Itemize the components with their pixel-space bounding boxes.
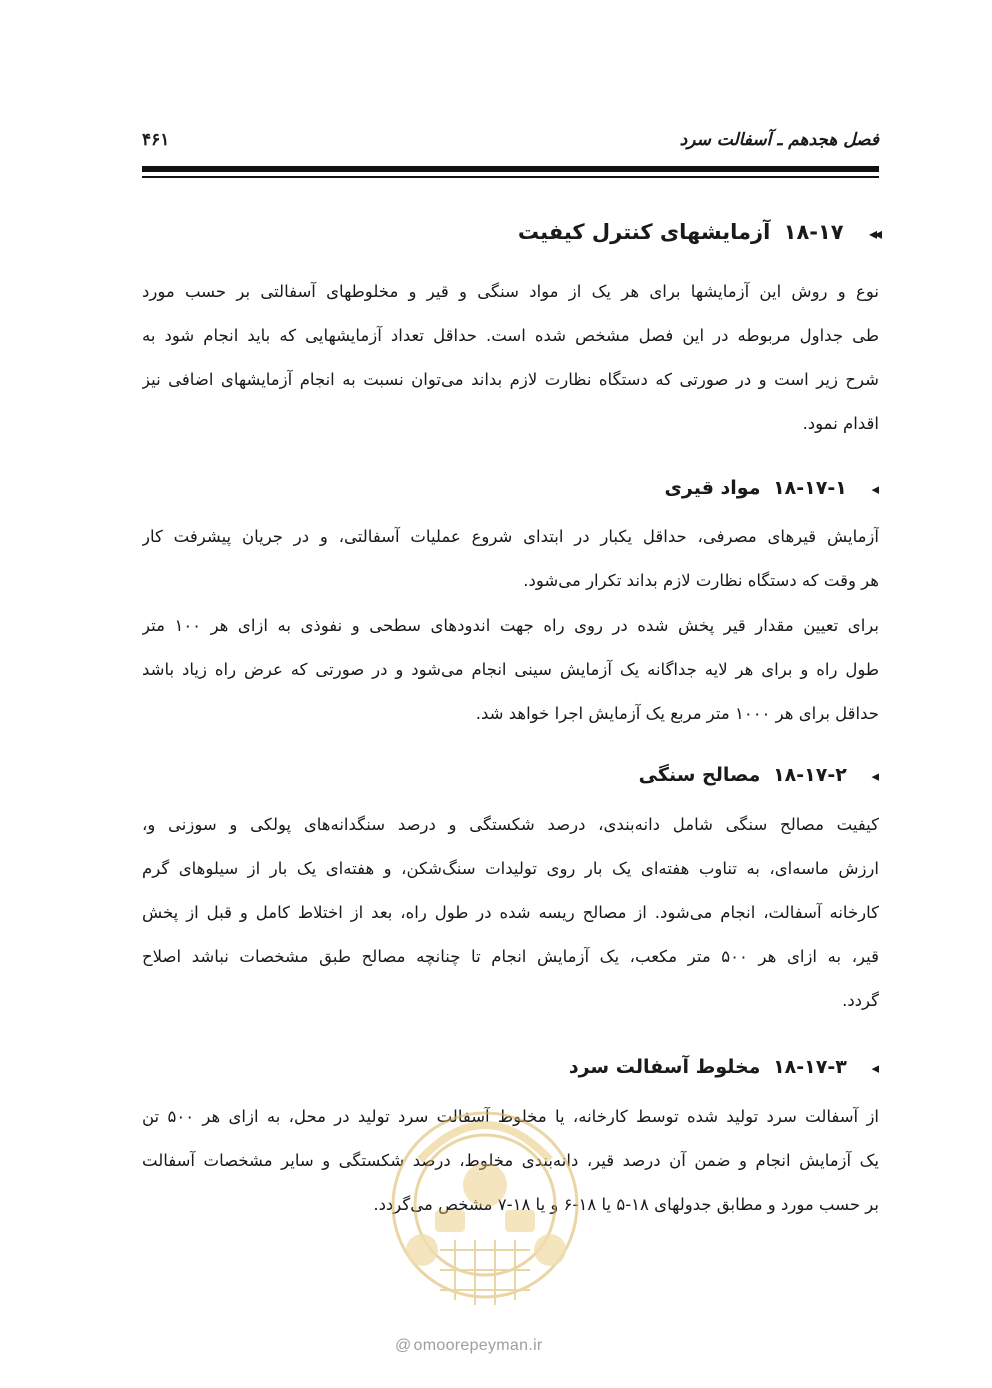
section-heading-main bbox=[142, 220, 879, 244]
watermark-site: omoorepeyman.ir bbox=[413, 1337, 543, 1354]
text-line: آزمایش قیرهای مصرفی، حداقل یکبار در ابتدای شروع عملیات آسفالتی، و در جریان پیشرفت کار bbox=[142, 527, 879, 546]
section-title: مواد قیری bbox=[664, 477, 761, 499]
arrow-icon: ◂ bbox=[871, 767, 879, 785]
section-heading-1 bbox=[142, 477, 879, 499]
page-number: ۴۶۱ bbox=[142, 130, 170, 150]
section-title: آزمایشهای کنترل کیفیت bbox=[517, 220, 771, 244]
text-line: از آسفالت سرد تولید شده توسط کارخانه، یا مخلوط آسفالت سرد تولید در محل، به ازای هر ۵۰۰ تن bbox=[142, 1107, 879, 1126]
section-heading-3 bbox=[142, 1056, 879, 1078]
text-line: طول راه و برای هر لایه جداگانه یک آزمایش سینی انجام می‌شود و در صورتی که عرض راه زیاد باشد bbox=[142, 660, 879, 679]
text-line: کارخانه آسفالت، انجام می‌شود. از مصالح ریسه شده در طول راه، بعد از اختلاط کامل و قبل از پخش bbox=[142, 903, 879, 922]
section-number: ۱۸-۱۷-۱ bbox=[773, 477, 847, 499]
at-icon: @ bbox=[395, 1337, 412, 1354]
section-number: ۱۸-۱۷-۳ bbox=[773, 1056, 847, 1078]
running-header bbox=[142, 130, 879, 160]
text-line: گردد. bbox=[842, 991, 879, 1010]
text-line: اقدام نمود. bbox=[802, 414, 879, 433]
section-number: ۱۸-۱۷ bbox=[783, 220, 844, 244]
double-arrow-icon: ◂◂ bbox=[868, 224, 879, 243]
watermark-emblem-icon bbox=[380, 1100, 590, 1330]
text-line: بر حسب مورد و مطابق جدولهای ۱۸-۵ یا ۱۸-۶ و یا ۱۸-۷ مشخص می‌گردد. bbox=[373, 1195, 879, 1214]
arrow-icon: ◂ bbox=[871, 1059, 879, 1077]
header-rule-thin bbox=[142, 176, 879, 178]
text-line: طی جداول مربوطه در این فصل مشخص شده است. حداقل تعداد آزمایشهایی که باید انجام شود به bbox=[142, 326, 879, 345]
text-line: ارزش ماسه‌ای، به تناوب هفته‌ای یک بار روی تولیدات سنگ‌شکن، و هفته‌ای یک بار از سیلوهای گرم bbox=[142, 859, 879, 878]
text-line: حداقل برای هر ۱۰۰۰ متر مربع یک آزمایش اجرا خواهد شد. bbox=[475, 704, 879, 723]
paragraph-2 bbox=[142, 803, 879, 1023]
text-line: نوع و روش این آزمایشها برای هر یک از مواد سنگی و قیر و مخلوطهای آسفالتی بر حسب مورد bbox=[142, 282, 879, 301]
paragraph-1a bbox=[142, 515, 879, 603]
paragraph-1b bbox=[142, 604, 879, 736]
text-line: برای تعیین مقدار قیر پخش شده در روی راه جهت اندودهای سطحی و نفوذی به ازای هر ۱۰۰ متر bbox=[142, 616, 879, 635]
text-line: هر وقت که دستگاه نظارت لازم بداند تکرار می‌شود. bbox=[523, 571, 879, 590]
section-title: مخلوط آسفالت سرد bbox=[568, 1056, 761, 1078]
section-number: ۱۸-۱۷-۲ bbox=[773, 764, 847, 786]
watermark-url bbox=[395, 1337, 543, 1355]
running-title: فصل هجدهم ـ آسفالت سرد bbox=[679, 130, 879, 150]
section-title: مصالح سنگی bbox=[638, 764, 761, 786]
text-line: شرح زیر است و در صورتی که دستگاه نظارت لازم بداند می‌توان نسبت به انجام آزمایشهای اضافی نیز bbox=[142, 370, 879, 389]
text-line: کیفیت مصالح سنگی شامل دانه‌بندی، درصد شکستگی و درصد سنگدانه‌های پولکی و سوزنی و، bbox=[142, 815, 879, 834]
text-line: قیر، به ازای هر ۵۰۰ متر مکعب، یک آزمایش انجام تا چنانچه مصالح طبق مشخصات نباشد اصلاح bbox=[142, 947, 879, 966]
header-rule-thick bbox=[142, 166, 879, 172]
paragraph-main bbox=[142, 270, 879, 446]
section-heading-2 bbox=[142, 764, 879, 786]
arrow-icon: ◂ bbox=[871, 480, 879, 498]
text-line: یک آزمایش انجام و ضمن آن درصد قیر، دانه‌بندی مخلوط، درصد شکستگی و سایر مشخصات آسفالت bbox=[142, 1151, 879, 1170]
